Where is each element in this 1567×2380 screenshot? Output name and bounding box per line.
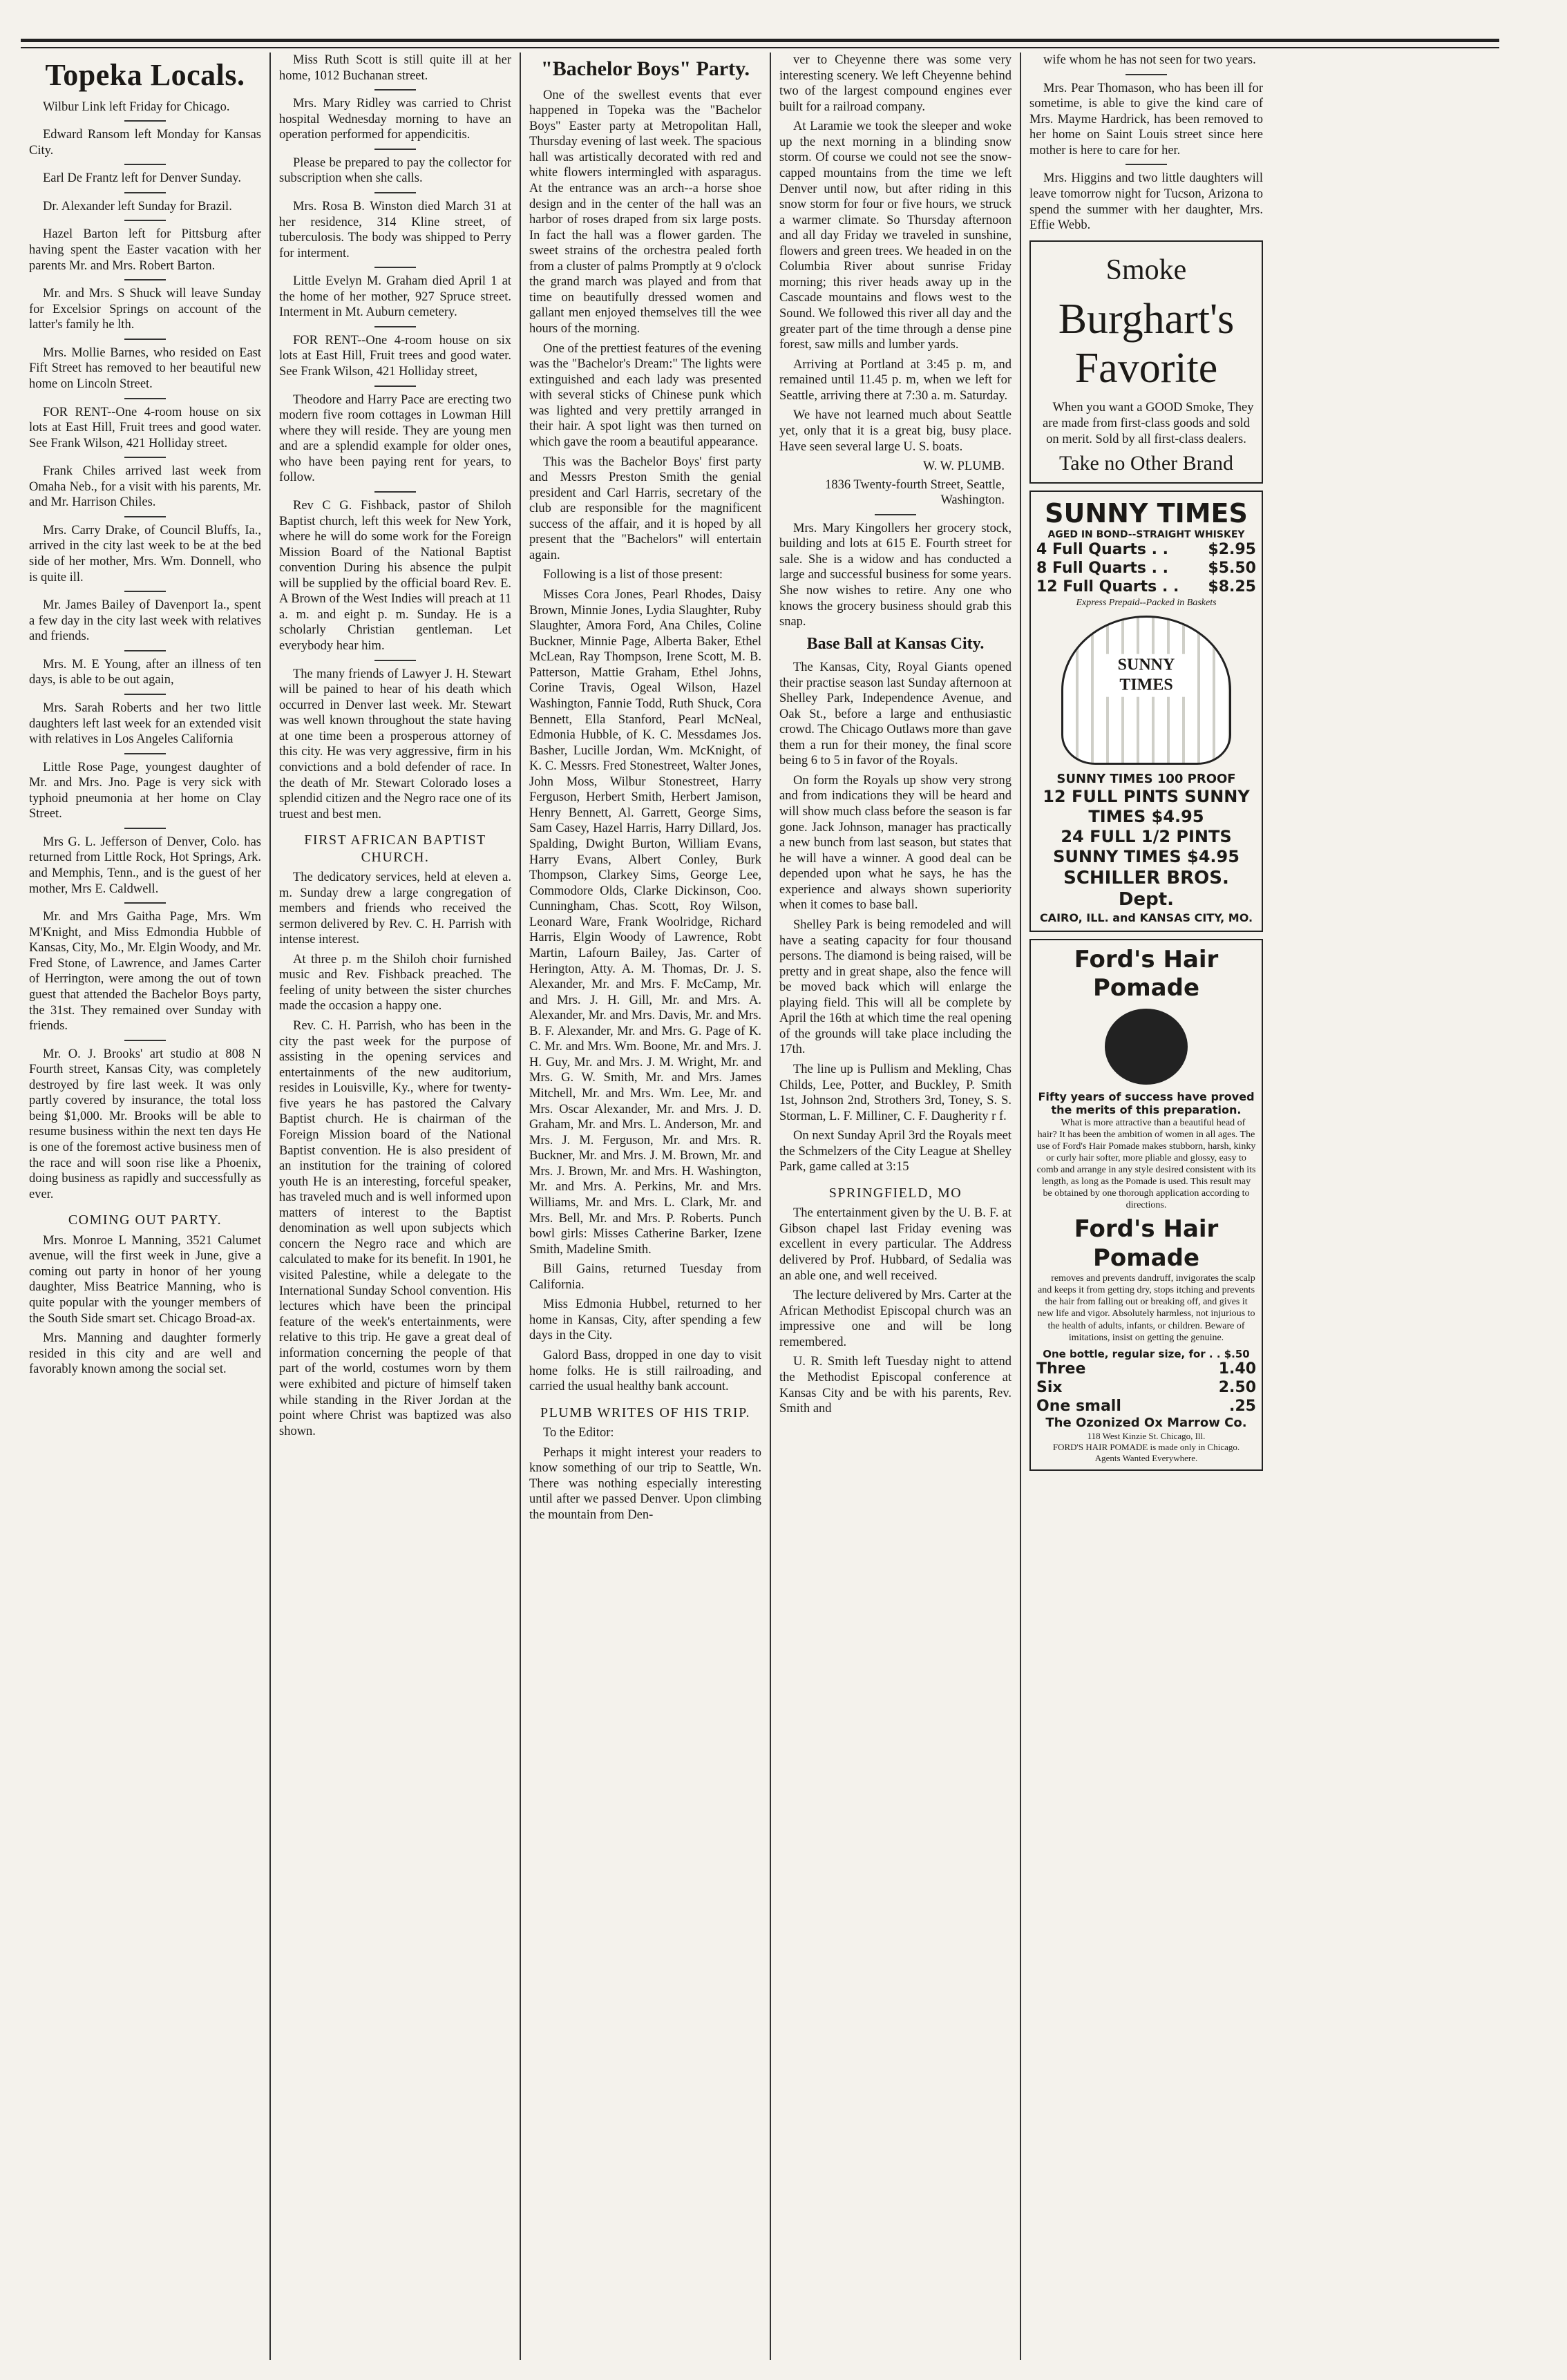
sunny-times-ad bbox=[1029, 491, 1263, 932]
sunny-times-name: SUNNY TIMES bbox=[1045, 497, 1248, 529]
separator bbox=[374, 326, 416, 327]
sunny-times-sub: AGED IN BOND--STRAIGHT WHISKEY bbox=[1047, 529, 1245, 541]
separator bbox=[1126, 74, 1167, 75]
news-item: Frank Chiles arrived last week from Omaha Neb., for a visit with his parents, Mr. and Mr. Harrison Chiles. bbox=[29, 464, 261, 510]
fords-title: Ford's Hair Pomade bbox=[1074, 945, 1219, 1002]
separator bbox=[124, 591, 166, 592]
news-item: Mrs. Rosa B. Winston died March 31 at her residence, 314 Kline street, of tuberculosis. The body was shipped to Perry for interment. bbox=[279, 199, 511, 260]
separator bbox=[124, 650, 166, 651]
column-2 bbox=[271, 53, 521, 2360]
news-item: FOR RENT--One 4-room house on six lots at East Hill, Fruit trees and good water. See Frank Wilson, 421 Holliday street. bbox=[29, 405, 261, 450]
price-qty: 12 Full Quarts . . bbox=[1036, 578, 1179, 596]
news-item: Little Rose Page, youngest daughter of Mr. and Mrs. Jno. Page is very sick with typhoid pneumonia at her home on Clay Street. bbox=[29, 760, 261, 821]
news-item: FOR RENT--One 4-room house on six lots at East Hill, Fruit trees and good water. See Frank Wilson, 421 Holliday street, bbox=[279, 333, 511, 379]
springfield-paragraph: The lecture delivered by Mrs. Carter at the African Methodist Episcopal church was an impressive one and will be long remembered. bbox=[779, 1288, 1012, 1349]
separator bbox=[374, 192, 416, 193]
baseball-paragraph: Shelley Park is being remodeled and will have a seating capacity for four thousand persons. The diamond is being raised, will be pretty and in great shape, also the fence will be moved back which will enlarge the playing field. This will all be complete by April the 16th at which time the real opening of the grounds will take place including the 17th. bbox=[779, 917, 1012, 1057]
burgharts-body: When you want a GOOD Smoke, They are made from first-class goods and sold on merit. Sold by all first-class dealers. bbox=[1042, 401, 1254, 446]
plumb-paragraph: To the Editor: bbox=[543, 1426, 614, 1440]
letter-address: 1836 Twenty-fourth Street, Seattle, Washington. bbox=[825, 477, 1005, 508]
springfield-heading: SPRINGFIELD, MO bbox=[828, 1185, 962, 1201]
party-paragraph: This was the Bachelor Boys' first party and Messrs Preston Smith the genial president and Carl Harris, secretary of the club are responsible for the magnificent success of the affair, and it is hoped by all present that the "Bachelors" will entertain again. bbox=[529, 455, 761, 562]
sunny-times-pints12: 12 FULL PINTS SUNNY TIMES $4.95 bbox=[1043, 786, 1250, 826]
news-item: Mr. O. J. Brooks' art studio at 808 N Fourth street, Kansas City, was completely destroyed by fire last week. It was only partly covered by insurance, the total loss being $1,000. Mr. Brooks will be able to resume business within the next ten days He is one of the foremost active business men of the race and will soon rise like a Phoenix, doing business as rapidly and successfully as ever. bbox=[29, 1047, 261, 1201]
fords-body-2: removes and prevents dandruff, invigorates the scalp and keeps it from getting dry, stops itching and prevents the hair from falling out or breaking off, and gives it new life and vigor. Absolutely harmless, not injurious to the health of adults, infants, or children. Beware of imitations, insist on getting the genuine. bbox=[1037, 1273, 1255, 1343]
news-item: Miss Ruth Scott is still quite ill at her home, 1012 Buchanan street. bbox=[279, 53, 511, 83]
separator bbox=[124, 120, 166, 122]
separator bbox=[124, 192, 166, 193]
separator bbox=[124, 828, 166, 829]
party-paragraph: Following is a list of those present: bbox=[543, 568, 723, 582]
news-item: Mrs. M. E Young, after an illness of ten days, is able to be out again, bbox=[29, 657, 261, 687]
fords-tagline: Fifty years of success have proved the merits of this preparation. bbox=[1038, 1089, 1255, 1117]
ox-marrow-company: The Ozonized Ox Marrow Co. bbox=[1045, 1416, 1247, 1431]
news-item: Mrs G. L. Jefferson of Denver, Colo. has returned from Little Rock, Hot Springs, Ark. and Memphis, Tenn., and is the guest of her mother, Mrs E. Caldwell. bbox=[29, 835, 261, 896]
fords-price-row bbox=[1036, 1398, 1256, 1416]
column-5 bbox=[1021, 53, 1271, 2360]
sunny-times-express: Express Prepaid--Packed in Baskets bbox=[1076, 597, 1217, 608]
springfield-paragraph: The entertainment given by the U. B. F. at Gibson chapel last Friday evening was excellent in every particular. The Address delivered by Prof. Hubbard, of Sedalia was an able one, and well received. bbox=[779, 1206, 1012, 1283]
separator bbox=[124, 902, 166, 904]
sunny-price-row bbox=[1036, 560, 1256, 578]
price-qty: Three bbox=[1036, 1360, 1086, 1378]
columns bbox=[21, 53, 1506, 2360]
sunny-price-row bbox=[1036, 578, 1256, 597]
news-item: Edward Ransom left Monday for Kansas City. bbox=[29, 128, 261, 158]
burgharts-brand: Burghart's Favorite bbox=[1058, 295, 1235, 392]
burgharts-ad bbox=[1029, 240, 1263, 484]
news-item: Dr. Alexander left Sunday for Brazil. bbox=[43, 199, 232, 213]
separator bbox=[374, 267, 416, 268]
separator bbox=[124, 1040, 166, 1041]
sunny-times-proof: SUNNY TIMES 100 PROOF bbox=[1056, 771, 1236, 786]
fords-title-2: Ford's Hair Pomade bbox=[1074, 1215, 1219, 1272]
separator bbox=[124, 516, 166, 517]
price-qty: Six bbox=[1036, 1378, 1063, 1396]
news-item: Theodore and Harry Pace are erecting two modern five room cottages in Lowman Hill where they will reside. They are young men and are a splendid example for older ones, who have been paying rent for years, to follow. bbox=[279, 392, 511, 485]
separator bbox=[875, 514, 916, 515]
separator bbox=[374, 149, 416, 150]
sunny-times-pints24: 24 FULL 1/2 PINTS SUNNY TIMES $4.95 bbox=[1053, 827, 1240, 867]
news-item: Little Evelyn M. Graham died April 1 at the home of her mother, 927 Spruce street. Interment in Mt. Auburn cemetery. bbox=[279, 274, 511, 320]
news-item: Mrs. Mary Kingollers her grocery stock, building and lots at 615 E. Fourth street for sale. She is a widow and has conducted a large and successful business for some years. She now wishes to retire. Any one who knows the grocery business should grab this snap. bbox=[779, 521, 1012, 629]
party-paragraph: Miss Edmonia Hubbel, returned to her home in Kansas, City, after spending a few days in the City. bbox=[529, 1297, 761, 1343]
news-item: Mrs. Mollie Barnes, who resided on East Fift Street has removed to her beautiful new home on Lincoln Street. bbox=[29, 345, 261, 391]
schiller-company: SCHILLER BROS. Dept. bbox=[1063, 867, 1229, 911]
newspaper-page bbox=[21, 19, 1546, 2368]
price-value: $8.25 bbox=[1208, 578, 1256, 596]
coming-out-paragraph: Mrs. Monroe L Manning, 3521 Calumet avenue, will the first week in June, give a coming out party in honor of her young daughter, Miss Beatrice Manning, who is quite popular with the younger members of the South Side smart set. Chicago Broad-ax. bbox=[29, 1233, 261, 1326]
separator bbox=[124, 339, 166, 340]
smoke-heading: Smoke bbox=[1105, 254, 1187, 286]
price-qty: 4 Full Quarts . . bbox=[1036, 541, 1169, 559]
letter-paragraph: We have not learned much about Seattle yet, only that it is a great big, busy place. Have seen several large U. S. boats. bbox=[779, 408, 1012, 454]
coming-out-heading: COMING OUT PARTY. bbox=[68, 1212, 222, 1228]
separator bbox=[124, 753, 166, 754]
separator bbox=[374, 385, 416, 387]
separator bbox=[374, 89, 416, 91]
separator bbox=[124, 694, 166, 695]
sunny-price-row bbox=[1036, 541, 1256, 560]
news-item: Please be prepared to pay the collector for subscription when she calls. bbox=[279, 155, 511, 186]
separator bbox=[124, 398, 166, 399]
price-value: 2.50 bbox=[1218, 1378, 1256, 1396]
burgharts-tagline: Take no Other Brand bbox=[1059, 452, 1233, 475]
fords-pomade-ad bbox=[1029, 939, 1263, 1471]
letter-paragraph: Arriving at Portland at 3:45 p. m, and remained until 11.45 p. m, when we left for Seattle, arriving there at 7:30 a. m. Saturday. bbox=[779, 357, 1012, 403]
price-value: .25 bbox=[1229, 1397, 1256, 1415]
news-item: Mrs. Mary Ridley was carried to Christ hospital Wednesday morning to have an operation performed for appendicitis. bbox=[279, 97, 511, 142]
news-item: Earl De Frantz left for Denver Sunday. bbox=[43, 171, 241, 186]
baseball-paragraph: The Kansas, City, Royal Giants opened their practise season last Sunday afternoon at Shelley Park, Independence Avenue, and Oak St., before a large and enthusiastic crowd. The Chicago Outlaws more than gave them a run for their money, the final score being 6 to 5 in favor of the Royals. bbox=[779, 660, 1012, 768]
news-item: The many friends of Lawyer J. H. Stewart will be pained to hear of his death which occurred in Denver last week. Mr. Stewart was well known throughout the state having at one time been a prosperous attorney of this city. He was very aggressive, firm in his convictions and a bold defender of race. In the death of Mr. Stewart Colorado loses a splendid citizen and the Negro race one of its truest and best men. bbox=[279, 667, 511, 821]
coming-out-paragraph: Mrs. Manning and daughter formerly resided in this city and are well and favorably known among the social set. bbox=[29, 1331, 261, 1377]
barrel-illustration bbox=[1061, 616, 1231, 765]
baptist-paragraph: Rev. C. H. Parrish, who has been in the city the past week for the purpose of assisting in the opening services and entertainments of the new auditorium, resides in Louisville, Ky., where for twenty-five years he has pastored the Calvary Baptist church. He is chairman of the Foreign Mission board of the National Baptist convention. He is also president of an institution for the training of colored youth He is an interesting, forceful speaker, has traveled much and is well informed upon matters of interest to the Baptist denomination as well upon subjects which concern the Negro race and which are calculated to make for its benefit. In 1901, he visited Palestine, while a delegate to the International Sunday School convention. His lectures which have been the principal feature of the week's entertainments, were relative to this trip. He gave a great deal of information concerning the people of that part of the world, costumes worn by them were exhibited and picture of himself taken while standing in the River Jordan at the point where Christ was baptized was also shown. bbox=[279, 1019, 511, 1438]
fords-price-row bbox=[1036, 1360, 1256, 1379]
column-4 bbox=[771, 53, 1021, 2360]
price-value: $2.95 bbox=[1208, 541, 1256, 559]
top-rule bbox=[21, 39, 1499, 42]
separator bbox=[124, 220, 166, 221]
agents-wanted: Agents Wanted Everywhere. bbox=[1094, 1453, 1198, 1464]
fords-price-head: One bottle, regular size, for . . $.50 bbox=[1043, 1347, 1250, 1360]
price-qty: One small bbox=[1036, 1397, 1121, 1415]
plumb-paragraph: Perhaps it might interest your readers to know something of our trip to Seattle, Wn. There was nothing especially interesting until after we passed Denver. Upon climbing the mountain from Den- bbox=[529, 1445, 761, 1522]
baseball-paragraph: On next Sunday April 3rd the Royals meet the Schmelzers of the City League at Shelley Park, game called at 3:15 bbox=[779, 1129, 1012, 1174]
news-item: Mrs. Pear Thomason, who has been ill for sometime, is able to give the kind care of Mrs. Mayme Hardrick, has been removed to her home on Saint Louis street since here mother is here to care for her. bbox=[1029, 81, 1263, 158]
fords-price-row bbox=[1036, 1379, 1256, 1398]
schiller-city: CAIRO, ILL. and KANSAS CITY, MO. bbox=[1039, 911, 1253, 925]
baptist-heading: FIRST AFRICAN BAPTIST CHURCH. bbox=[304, 832, 486, 865]
letter-paragraph: ver to Cheyenne there was some very interesting scenery. We left Cheyenne behind two of the largest compound engines ever built for a railroad company. bbox=[779, 53, 1012, 114]
separator bbox=[1126, 164, 1167, 165]
baseball-paragraph: The line up is Pullism and Mekling, Chas Childs, Lee, Potter, and Buckley, P. Smith 1st, Johnson 2nd, Strothers 3rd, Toney, S. S. Storman, L. F. Milliner, C. F. Daugherity r f. bbox=[779, 1063, 1012, 1123]
news-item: Wilbur Link left Friday for Chicago. bbox=[43, 99, 230, 114]
party-paragraph: One of the prettiest features of the evening was the "Bachelor's Dream:" The lights were extinguished and each lady was presented with several sticks of Chinese punk which was lighted and very prettily arranged in their hair. A spot light was then turned on which gave the room a beautiful appearance. bbox=[529, 341, 761, 449]
column-3 bbox=[521, 53, 771, 2360]
baptist-paragraph: At three p. m the Shiloh choir furnished music and Rev. Fishback preached. The feeling of unity between the sister churches made the occasion a happy one. bbox=[279, 952, 511, 1013]
top-rule-thin bbox=[21, 47, 1499, 48]
plumb-heading: PLUMB WRITES OF HIS TRIP. bbox=[540, 1405, 751, 1420]
price-qty: 8 Full Quarts . . bbox=[1036, 560, 1169, 577]
party-paragraph: Galord Bass, dropped in one day to visit home folks. He is still railroading, and carried the usual healthy bank account. bbox=[529, 1349, 761, 1394]
news-item: Hazel Barton left for Pittsburg after having spent the Easter vacation with her parents Mr. and Mrs. Robert Barton. bbox=[29, 227, 261, 273]
baseball-heading: Base Ball at Kansas City. bbox=[806, 634, 985, 653]
party-paragraph: Misses Cora Jones, Pearl Rhodes, Daisy Brown, Minnie Jones, Lydia Slaughter, Ruby Slaughter, Amora Ford, Ana Chiles, Coline Buckner, Minnie Page, Alberta Baker, Ethel McLean, Ray Thompson, Irene Scott, M. B. Patterson, Mattie Graham, Ethel Johns, Corine Travis, Ogeal Wilson, Hazel Washington, Fannie Todd, Ruth Shuck, Cora Bennett, Ella Stanford, Pearl McNeal, Edmonia Hubble, of K. C. Messdames Jos. Basher, Lucille Jordan, Wm. McKnight, of K. C. Messrs. Fred Stonestreet, Walter Jones, John Moss, Wilbur Stonestreet, Harry Ferguson, Herbert Smith, Herbert Jamison, Henry Bennett, Al. Garrett, George Sims, Sam Casey, Hazel Harris, Harry Dillard, Jos. Spalding, Dwight Burton, William Evans, Harry Evans, Albert Conley, Burk Thompson, Clarkey Sims, George Lee, Commodore Olds, Clarke Dickinson, Coo. Cunningham, Chas. Scott, Roy Wilson, Leonard Ware, Frank Woolridge, Richard Harris, Elgin Woody of Lawrence, Robt Martin, Lafourn Bailey, Jas. Carter of Herington, Atty. A. M. Thomas, Dr. J. S. Alexander, Mr. and Mrs. F. McCamp, Mr. and Mrs. J. H. Gill, Mr. and Mrs. A. Alexander, Mr. and Mrs. Davis, Mr. and Mrs. B. F. Alexander, Mr. and Mrs. G. Page of K. C. Mr. and Mrs. Wm. Boone, Mr. and Mrs. J. H. Guy, Mr. and Mrs. J. M. Wright, Mr. and Mrs. G. W. Smith, Mr. and Mrs. James Mitchell, Mr. and Mrs. Wm. Lee, Mr. and Mrs. Oscar Alexander, Mr. and Mrs. J. D. Graham, Mr. and Mrs. L. Anderson, Mr. and Mrs. J. M. Ferguson, Mr. and Mrs. R. Buckner, Mr. and Mrs. J. M. Brown, Mr. and Mrs. J. Brown, Mr. and Mrs. H. Washington, Mr. and Mrs. A. Perkins, Mr. and Mrs. Williams, Mr. and Mrs. L. Clark, Mr. and Mrs. Bell, Mr. and Mrs. P. Roberts. Punch bowl girls: Misses Catherine Barker, Izene Smith, Madeline Smith. bbox=[529, 588, 761, 1257]
fords-body: What is more attractive than a beautiful head of hair? It has been the ambition of women in all ages. The use of Ford's Hair Pomade makes stubborn, harsh, kinky or curly hair softer, more pliable and glossy, easy to comb and arrange in any style desired consistent with its length, as long as the Pomade is used. This result may be obtained by one thorough application according to directions. bbox=[1036, 1117, 1256, 1211]
baptist-paragraph: The dedicatory services, held at eleven a. m. Sunday drew a large congregation of members and friends who received the sermon delivered by Rev. C. H. Parrish with intense interest. bbox=[279, 870, 511, 947]
separator bbox=[124, 164, 166, 165]
news-item: Rev C G. Fishback, pastor of Shiloh Baptist church, left this week for New York, where he will do some work for the Foreign Mission Board of the National Baptist convention During his absence the pulpit will be supplied by the official board Rev. E. A Brown of the West Indies will preach at 11 a. m. and eight p. m. Sunday. He is a scholarly Christian gentleman. Let everybody hear him. bbox=[279, 498, 511, 653]
news-item: wife whom he has not seen for two years. bbox=[1043, 53, 1256, 67]
party-paragraph: Bill Gains, returned Tuesday from California. bbox=[529, 1262, 761, 1292]
separator bbox=[124, 457, 166, 458]
woman-portrait bbox=[1105, 1009, 1188, 1085]
party-paragraph: One of the swellest events that ever happened in Topeka was the "Bachelor Boys" Easter party at Metropolitan Hall, Thursday evening of last week. The spacious hall was artistically decorated with red and white flowers intermingled with asparagus. At the entrance was an arch--a horse shoe design and in the center of the hall was an harbor of roses draped from six large posts. In fact the hall was a flower garden. The sweet strains of the orchestra pealed forth from a cluster of palms Promptly at 9 o'clock the grand march was played and from that time on beautifully dressed women and gallant men enjoyed themselves till the wee hours of the morning. bbox=[529, 88, 761, 336]
bachelor-party-heading: "Bachelor Boys" Party. bbox=[541, 57, 750, 80]
barrel-label: SUNNY TIMES bbox=[1105, 654, 1188, 697]
column-1 bbox=[21, 53, 271, 2360]
news-item: Mr. James Bailey of Davenport Ia., spent a few day in the city last week with relatives and friends. bbox=[29, 598, 261, 644]
letter-paragraph: At Laramie we took the sleeper and woke up the next morning in a blinding snow storm. Of course we could not see the snow-capped mountains from the time we left Denver until now, but after riding in this snow storm for four or five hours, we struck a warmer climate. So Thursday afternoon and all day Friday we traveled in sunshine, flowers and green trees. We headed in on the Columbia River about sunrise Friday morning; this river heads away up in the Cascade mountains and flows west to the Sound. We followed this river all day and the greater part of the time through a dense pine forest, saw mills and lumber yards. bbox=[779, 120, 1012, 352]
price-value: 1.40 bbox=[1218, 1360, 1256, 1378]
separator bbox=[374, 491, 416, 493]
separator bbox=[374, 660, 416, 661]
baseball-paragraph: On form the Royals up show very strong and from indications they will be heard and will show much class before the season is far gone. Jack Johnson, manager has practically a new bunch from last season, but states that he will have a winner. A good deal can be depended upon what he says, he has the experience and always shown superiority when it comes to base ball. bbox=[779, 773, 1012, 913]
news-item: Mrs. Higgins and two little daughters will leave tomorrow night for Tucson, Arizona to spend the summer with her daughter, Mrs. Effie Webb. bbox=[1029, 171, 1263, 233]
news-item: Mr. and Mrs Gaitha Page, Mrs. Wm M'Knight, and Miss Edmondia Hubble of Kansas, City, Mo., Mr. Elgin Woody, and Mr. Fred Stone, of Lawrence, and James Carter of Herrington, were among the out of town guest that attended the Bachelor Boys party, the 31st. They remained over Sunday with friends. bbox=[29, 910, 261, 1034]
ox-marrow-address: 118 West Kinzie St. Chicago, Ill. bbox=[1087, 1431, 1206, 1442]
fords-footer: FORD'S HAIR POMADE is made only in Chicago. bbox=[1052, 1442, 1240, 1453]
separator bbox=[124, 279, 166, 280]
news-item: Mrs. Carry Drake, of Council Bluffs, Ia., arrived in the city last week to be at the bed side of her mother, Mrs. Wm. Donnell, who is quite ill. bbox=[29, 523, 261, 584]
price-value: $5.50 bbox=[1208, 560, 1256, 577]
section-masthead: Topeka Locals. bbox=[45, 58, 245, 92]
springfield-paragraph: U. R. Smith left Tuesday night to attend the Methodist Episcopal conference at Kansas City and be with his parents, Rev. Smith and bbox=[779, 1355, 1012, 1416]
news-item: Mrs. Sarah Roberts and her two little daughters left last week for an extended visit with relatives in Los Angeles California bbox=[29, 701, 261, 747]
news-item: Mr. and Mrs. S Shuck will leave Sunday for Excelsior Springs on account of the latter's family he lth. bbox=[29, 287, 261, 332]
letter-signature: W. W. PLUMB. bbox=[922, 459, 1005, 474]
